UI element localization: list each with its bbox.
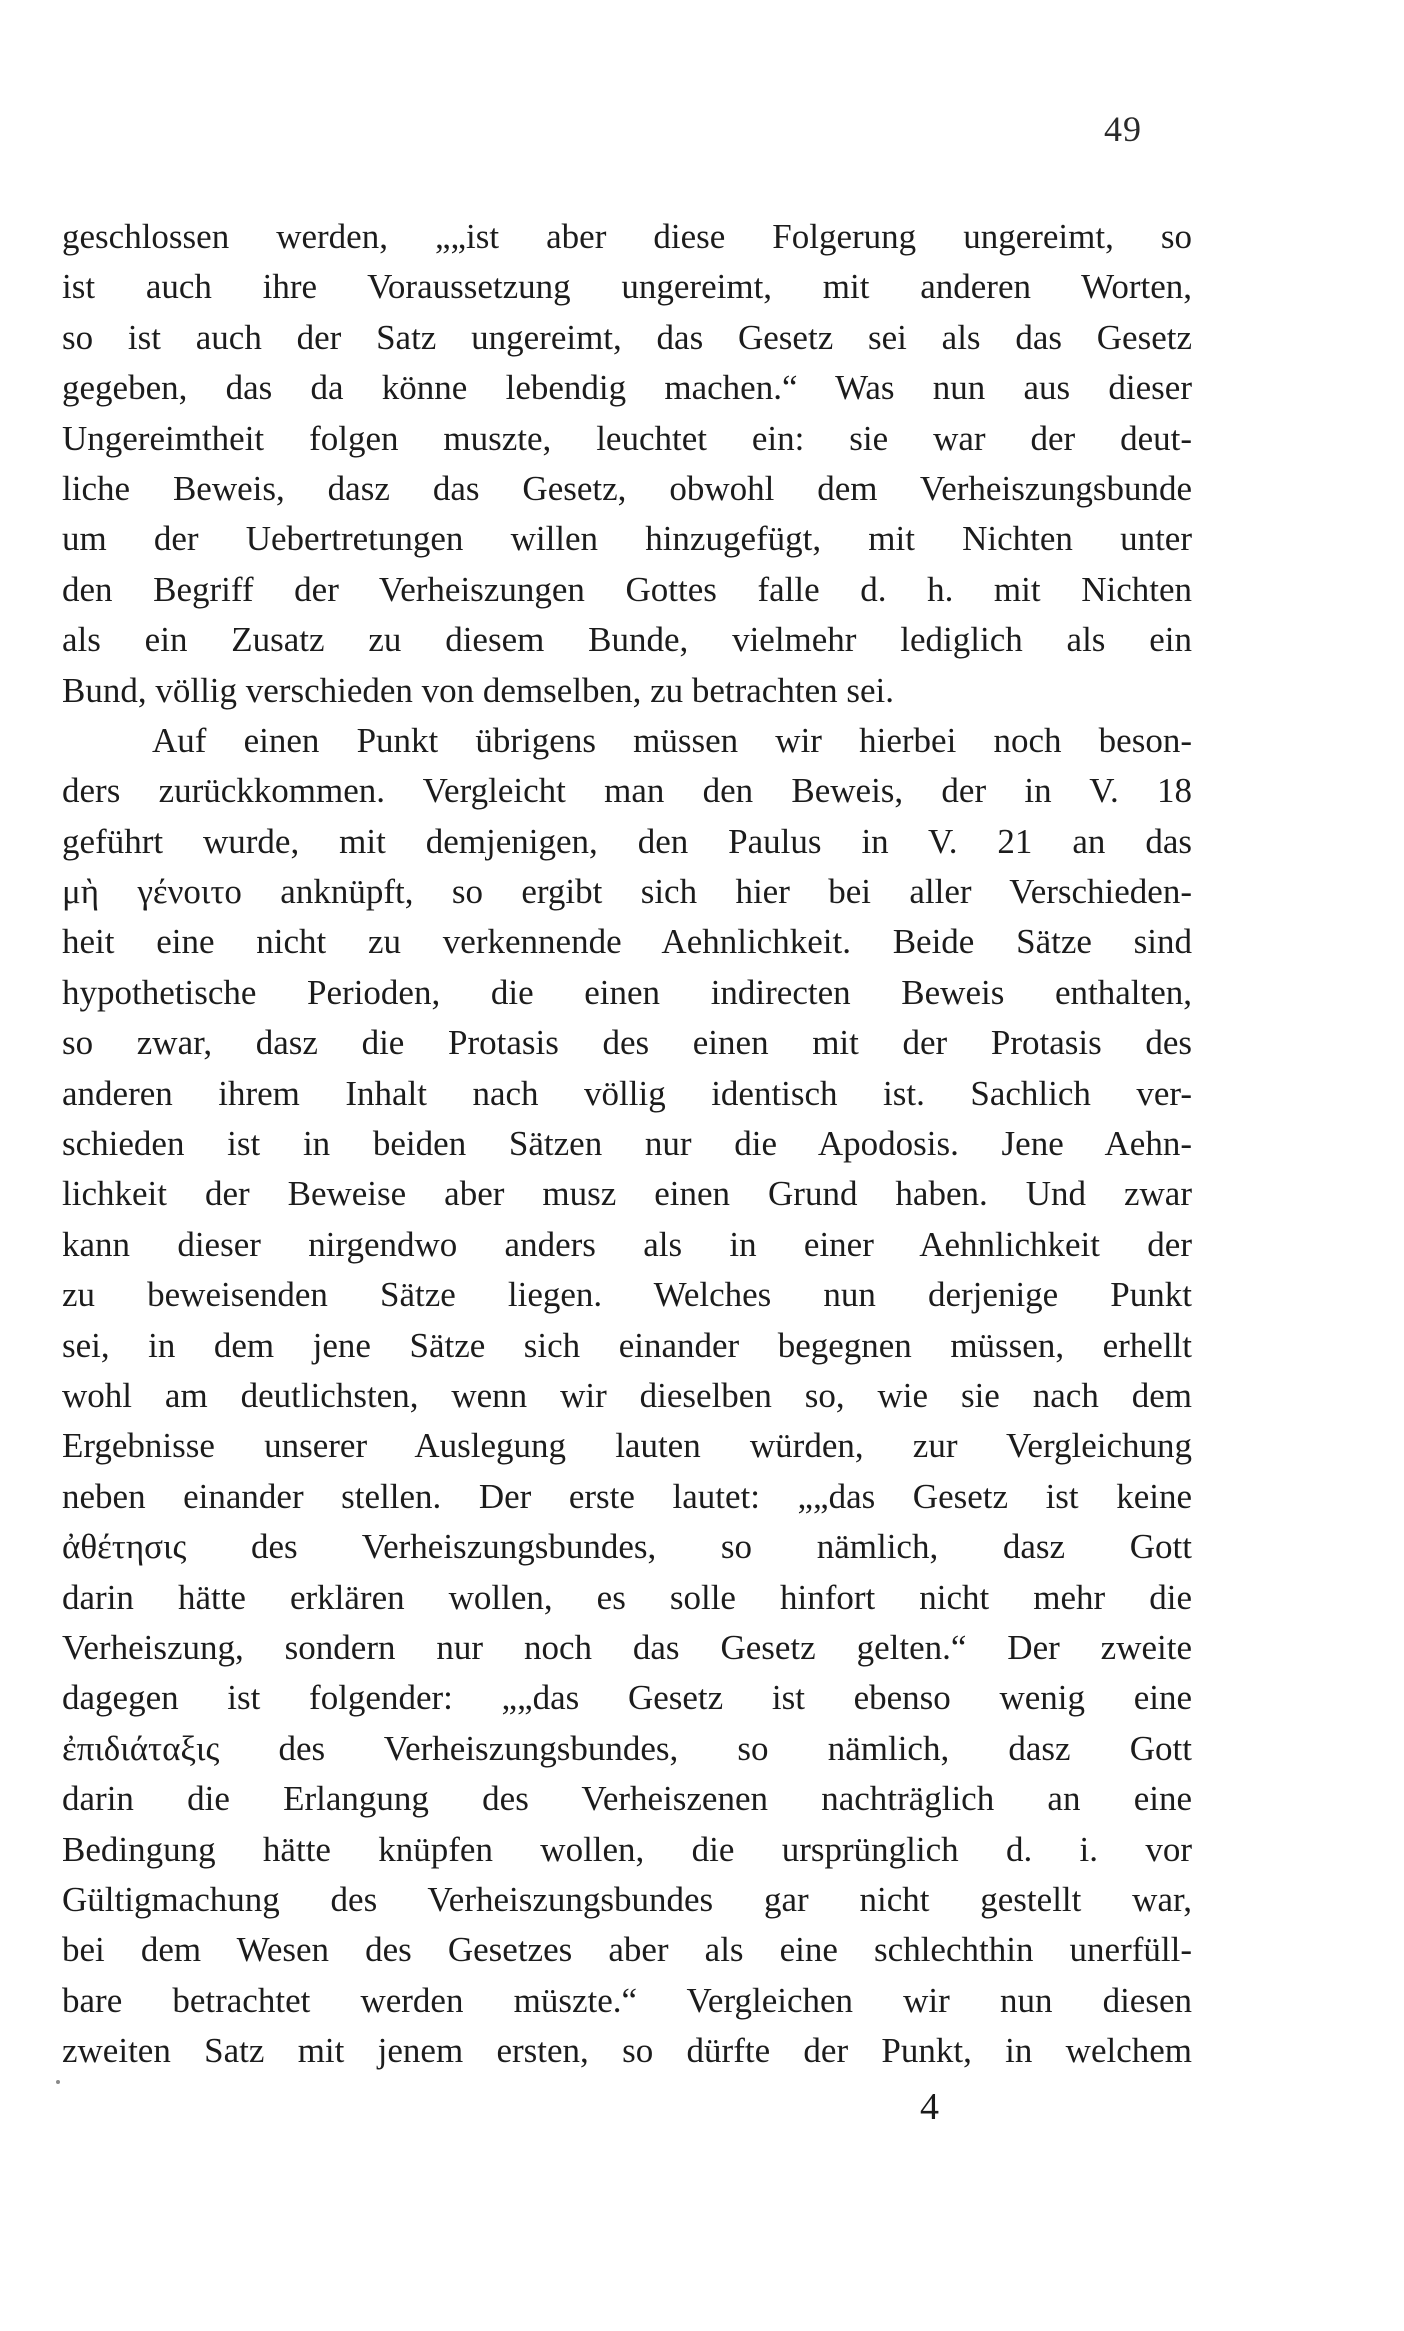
- text-line: Bedingung hätte knüpfen wollen, die ursprünglich d. i. vor: [62, 1829, 1192, 1869]
- text-line: dagegen ist folgender: „„das Gesetz ist ebenso wenig eine: [62, 1678, 1192, 1718]
- text-line: ἐπιδιάταξις des Verheiszungsbundes, so nämlich, dasz Gott: [62, 1728, 1192, 1768]
- body-text: [62, 212, 1192, 2076]
- text-line: μὴ γένοιτο anknüpft, so ergibt sich hier bei aller Verschieden-: [62, 872, 1192, 912]
- text-line: sei, in dem jene Sätze sich einander begegnen müssen, erhellt: [62, 1325, 1192, 1365]
- text-line: wohl am deutlichsten, wenn wir dieselben so, wie sie nach dem: [62, 1375, 1192, 1415]
- page-number: 49: [1104, 109, 1142, 149]
- text-line: ἀθέτησις des Verheiszungsbundes, so nämlich, dasz Gott: [62, 1527, 1192, 1567]
- text-line: darin die Erlangung des Verheiszenen nachträglich an eine: [62, 1779, 1192, 1819]
- text-line: anderen ihrem Inhalt nach völlig identisch ist. Sachlich ver-: [62, 1073, 1192, 1113]
- text-line: den Begriff der Verheiszungen Gottes falle d. h. mit Nichten: [62, 569, 1192, 609]
- text-line: Gültigmachung des Verheiszungsbundes gar nicht gestellt war,: [62, 1879, 1192, 1919]
- text-line: kann dieser nirgendwo anders als in einer Aehnlichkeit der: [62, 1224, 1192, 1264]
- text-line: bei dem Wesen des Gesetzes aber als eine schlechthin unerfüll-: [62, 1930, 1192, 1970]
- text-line: ders zurückkommen. Vergleicht man den Beweis, der in V. 18: [62, 771, 1192, 811]
- text-line: Auf einen Punkt übrigens müssen wir hierbei noch beson-: [152, 720, 1192, 760]
- text-line: neben einander stellen. Der erste lautet: „„das Gesetz ist keine: [62, 1476, 1192, 1516]
- text-line: gegeben, das da könne lebendig machen.“ Was nun aus dieser: [62, 368, 1192, 408]
- text-line: hypothetische Perioden, die einen indirecten Beweis enthalten,: [62, 972, 1192, 1012]
- text-line: heit eine nicht zu verkennende Aehnlichkeit. Beide Sätze sind: [62, 922, 1192, 962]
- text-line: zweiten Satz mit jenem ersten, so dürfte der Punkt, in welchem: [62, 2031, 1192, 2071]
- text-line: liche Beweis, dasz das Gesetz, obwohl dem Verheiszungsbunde: [62, 468, 1192, 508]
- signature-mark: 4: [920, 2086, 939, 2128]
- print-speck: [56, 2080, 60, 2084]
- text-line: als ein Zusatz zu diesem Bunde, vielmehr lediglich als ein: [62, 620, 1192, 660]
- text-line: darin hätte erklären wollen, es solle hinfort nicht mehr die: [62, 1577, 1192, 1617]
- text-line: Ergebnisse unserer Auslegung lauten würden, zur Vergleichung: [62, 1426, 1192, 1466]
- text-line: um der Uebertretungen willen hinzugefügt, mit Nichten unter: [62, 519, 1192, 559]
- text-line: bare betrachtet werden müszte.“ Vergleichen wir nun diesen: [62, 1980, 1192, 2020]
- text-line: so ist auch der Satz ungereimt, das Gesetz sei als das Gesetz: [62, 317, 1192, 357]
- text-line: so zwar, dasz die Protasis des einen mit der Protasis des: [62, 1023, 1192, 1063]
- text-line: zu beweisenden Sätze liegen. Welches nun derjenige Punkt: [62, 1275, 1192, 1315]
- text-line: schieden ist in beiden Sätzen nur die Apodosis. Jene Aehn-: [62, 1124, 1192, 1164]
- text-line: Verheiszung, sondern nur noch das Gesetz gelten.“ Der zweite: [62, 1627, 1192, 1667]
- text-line: geschlossen werden, „„ist aber diese Folgerung ungereimt, so: [62, 217, 1192, 256]
- text-line: lichkeit der Beweise aber musz einen Grund haben. Und zwar: [62, 1174, 1192, 1214]
- text-line: ist auch ihre Voraussetzung ungereimt, mit anderen Worten,: [62, 267, 1192, 307]
- text-line: geführt wurde, mit demjenigen, den Paulus in V. 21 an das: [62, 821, 1192, 861]
- text-line: Ungereimtheit folgen muszte, leuchtet ein: sie war der deut-: [62, 418, 1192, 458]
- text-line: Bund, völlig verschieden von demselben, zu betrachten sei.: [62, 670, 894, 710]
